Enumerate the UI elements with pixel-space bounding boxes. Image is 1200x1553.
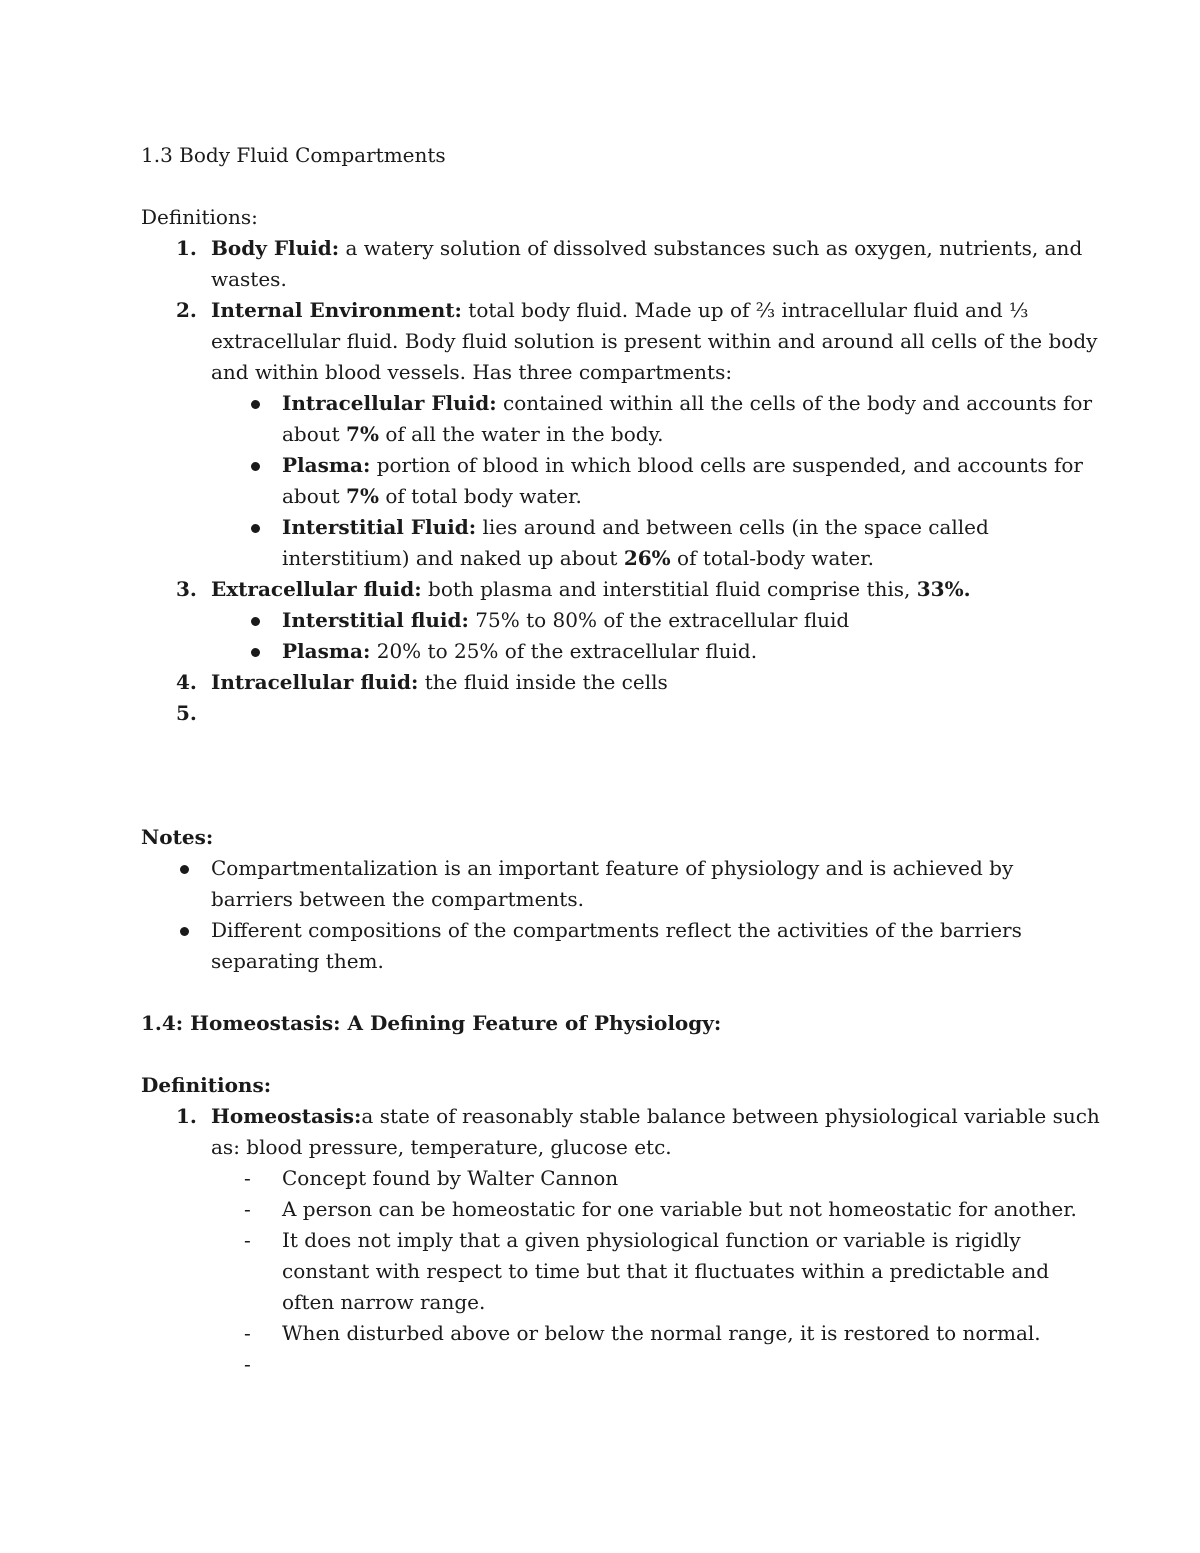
- list-item: [141, 667, 1100, 698]
- definition-text: a state of reasonably stable balance between physiological variable such as: blood pressure, temperature, glucose etc.: [211, 1104, 1100, 1159]
- list-item: [211, 512, 1100, 574]
- bullet-icon: [251, 524, 260, 533]
- note-text: Different compositions of the compartments reflect the activities of the barriers separating them.: [211, 918, 1022, 973]
- definition-text: of total-body water.: [670, 546, 874, 570]
- dash-marker: -: [244, 1321, 251, 1345]
- dash-marker: -: [244, 1166, 251, 1190]
- bullet-icon: [251, 462, 260, 471]
- point-text: It does not imply that a given physiological function or variable is rigidly constant with respect to time but that it fluctuates within a predictable and often narrow range.: [282, 1228, 1050, 1314]
- list-item: [211, 1318, 1100, 1349]
- compartment-list: [211, 388, 1100, 574]
- bullet-icon: [180, 865, 189, 874]
- term: Intracellular Fluid:: [282, 391, 497, 415]
- list-item: [141, 233, 1100, 295]
- term: Homeostasis:: [211, 1104, 362, 1128]
- point-text: Concept found by Walter Cannon: [282, 1166, 619, 1190]
- notes-list: [141, 853, 1100, 977]
- term: Plasma:: [282, 639, 371, 663]
- list-item: [141, 853, 1100, 915]
- list-number: 1.: [176, 236, 197, 260]
- definition-text: lies around and between cells (in the space called interstitium) and naked up about: [282, 515, 989, 570]
- list-item: [211, 1225, 1100, 1318]
- notes-label: Notes:: [141, 825, 214, 849]
- term: Intracellular fluid:: [211, 670, 419, 694]
- homeostasis-points: [211, 1163, 1100, 1380]
- list-item: [211, 388, 1100, 450]
- section-title-homeostasis: 1.4: Homeostasis: A Defining Feature of Physiology:: [141, 1011, 722, 1035]
- term: Plasma:: [282, 453, 371, 477]
- dash-marker: -: [244, 1352, 251, 1376]
- spacer: [141, 1039, 1100, 1070]
- definitions-list-homeostasis: [141, 1101, 1100, 1380]
- list-number: 5.: [176, 701, 197, 725]
- spacer: [141, 729, 1100, 822]
- term: Internal Environment:: [211, 298, 462, 322]
- definitions-list-body-fluid: [141, 233, 1100, 729]
- list-item: [141, 698, 1100, 729]
- list-item: [141, 915, 1100, 977]
- definition-text: portion of blood in which blood cells are suspended, and accounts for about: [282, 453, 1083, 508]
- percent-value: 7%: [346, 422, 379, 446]
- definition-text: of all the water in the body.: [378, 422, 664, 446]
- point-text: A person can be homeostatic for one variable but not homeostatic for another.: [282, 1197, 1077, 1221]
- dash-marker: -: [244, 1197, 251, 1221]
- definition-text: both plasma and interstitial fluid comprise this,: [421, 577, 917, 601]
- bullet-icon: [180, 927, 189, 936]
- spacer: [141, 171, 1100, 202]
- definition-text: 75% to 80% of the extracellular fluid: [468, 608, 850, 632]
- term: Body Fluid:: [211, 236, 340, 260]
- list-item: [141, 295, 1100, 574]
- term: Extracellular fluid:: [211, 577, 422, 601]
- definitions-label: Definitions:: [141, 205, 258, 229]
- bullet-icon: [251, 400, 260, 409]
- list-item: [211, 636, 1100, 667]
- note-text: Compartmentalization is an important feature of physiology and is achieved by barriers between the compartments.: [211, 856, 1014, 911]
- bullet-icon: [251, 648, 260, 657]
- list-item: [211, 1194, 1100, 1225]
- percent-value: 7%: [346, 484, 379, 508]
- list-item: [211, 450, 1100, 512]
- definition-text: a watery solution of dissolved substances such as oxygen, nutrients, and wastes.: [211, 236, 1083, 291]
- definition-text: 20% to 25% of the extracellular fluid.: [370, 639, 758, 663]
- definition-text: contained within all the cells of the body and accounts for about: [282, 391, 1093, 446]
- bullet-icon: [251, 617, 260, 626]
- list-item: [211, 605, 1100, 636]
- definition-text: the fluid inside the cells: [418, 670, 668, 694]
- list-number: 2.: [176, 298, 197, 322]
- list-number: 4.: [176, 670, 197, 694]
- definitions-label: Definitions:: [141, 1073, 272, 1097]
- definition-text: total body fluid. Made up of ⅔ intracellular fluid and ⅓ extracellular fluid. Body fluid solution is present within and around all cells of the body and within blood vessels. Has three compartments:: [211, 298, 1098, 384]
- extracellular-list: [211, 605, 1100, 667]
- percent-value: 33%.: [916, 577, 971, 601]
- term: Interstitial Fluid:: [282, 515, 477, 539]
- section-title-body-fluid: 1.3 Body Fluid Compartments: [141, 143, 446, 167]
- list-item: [141, 574, 1100, 667]
- spacer: [141, 977, 1100, 1008]
- term: Interstitial fluid:: [282, 608, 469, 632]
- list-number: 1.: [176, 1104, 197, 1128]
- definition-text: of total body water.: [378, 484, 582, 508]
- point-text: When disturbed above or below the normal range, it is restored to normal.: [282, 1321, 1041, 1345]
- list-number: 3.: [176, 577, 197, 601]
- dash-marker: -: [244, 1228, 251, 1252]
- list-item: [211, 1349, 1100, 1380]
- percent-value: 26%: [623, 546, 671, 570]
- list-item: [141, 1101, 1100, 1380]
- list-item: [211, 1163, 1100, 1194]
